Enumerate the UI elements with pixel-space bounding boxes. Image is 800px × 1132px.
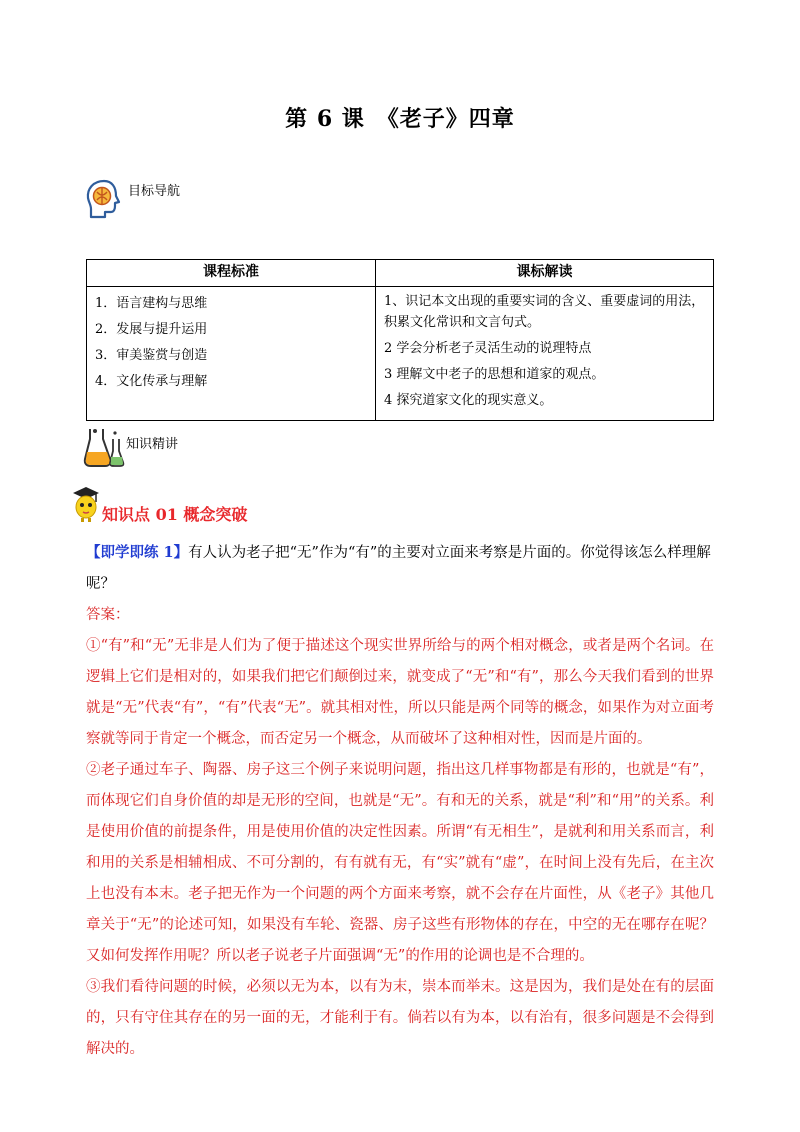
list-item: 2．发展与提升运用 (95, 322, 208, 337)
lab-flask-icon (82, 425, 126, 473)
brain-head-icon (84, 178, 124, 224)
list-item: 2 学会分析老子灵活生动的说理特点 (384, 341, 592, 356)
list-item: 3．审美鉴赏与创造 (95, 348, 208, 363)
answer-paragraph: ①“有”和“无”无非是人们为了便于描述这个现实世界所给与的两个相对概念，或者是两个名词。在逻辑上它们是相对的，如果我们把它们颠倒过来，就变成了“无”和“有”，那么今天我们看到的世界就是“无”代表“有”，“有”代表“无”。就其相对性，所以只能是两个同等的概念，如果作为对立面考察就等同于肯定一个概念，而否定另一个概念，从而破坏了这种相对性，因而是片面的。 (86, 638, 714, 747)
exercise-question (86, 537, 714, 600)
exercise-content (86, 537, 714, 1065)
knowledge-section (82, 425, 178, 473)
column-header: 课程标准 (87, 260, 376, 287)
list-item: 3 理解文中老子的思想和道家的观点。 (384, 367, 605, 382)
knowledge-label: 知识精讲 (126, 437, 179, 452)
goal-navigation-label: 目标导航 (128, 184, 181, 199)
list-item: 4 探究道家文化的现实意义。 (384, 393, 553, 408)
page-title: 第 6 课 《老子》四章 (285, 106, 515, 132)
answer-paragraph: ③我们看待问题的时候，必须以无为本，以有为末，崇本而举末。这是因为，我们是处在有的层面的，只有守住其存在的另一面的无，才能利于有。倘若以有为本，以有治有，很多问题是不会得到解决的。 (86, 979, 714, 1057)
table-header-row (87, 260, 714, 287)
exercise-tag: 【即学即练 1】 (86, 544, 189, 561)
list-item: 1、识记本文出现的重要实词的含义、重要虚词的用法，积累文化常识和文言句式。 (384, 294, 705, 330)
interpretation-cell (376, 287, 714, 421)
list-item: 4．文化传承与理解 (95, 374, 208, 389)
answer-paragraph: ②老子通过车子、陶器、房子这三个例子来说明问题，指出这几样事物都是有形的，也就是“有”，而体现它们自身价值的却是无形的空间，也就是“无”。有和无的关系，就是“利”和“用”的关系。利是使用价值的前提条件，用是使用价值的决定性因素。所谓“有无相生”，是就利和用关系而言，利和用的关系是相辅相成、不可分割的，有有就有无，有“实”就有“虚”，在时间上没有先后，在主次上也没有本末。老子把无作为一个问题的两个方面来考察，就不会存在片面性，从《老子》其他几章关于“无”的论述可知，如果没有车轮、瓷器、房子这些有形物体的存在，中空的无在哪存在呢？又如何发挥作用呢？所以老子说老子片面强调“无”的作用的论调也是不合理的。 (86, 762, 714, 964)
knowledge-point-title: 知识点 01 概念突破 (102, 505, 248, 524)
list-item: 1．语言建构与思维 (95, 296, 208, 311)
answer-label: 答案： (86, 607, 130, 623)
column-header: 课标解读 (376, 260, 714, 287)
question-text: 有人认为老子把“无”作为“有”的主要对立面来考察是片面的。你觉得该怎么样理解呢？ (86, 545, 711, 592)
knowledge-point-heading (72, 485, 247, 527)
graduation-chick-icon (72, 485, 100, 527)
table-row (87, 287, 714, 421)
goal-navigation-section (84, 178, 180, 224)
standards-cell (87, 287, 376, 421)
curriculum-standards-table (86, 259, 714, 421)
